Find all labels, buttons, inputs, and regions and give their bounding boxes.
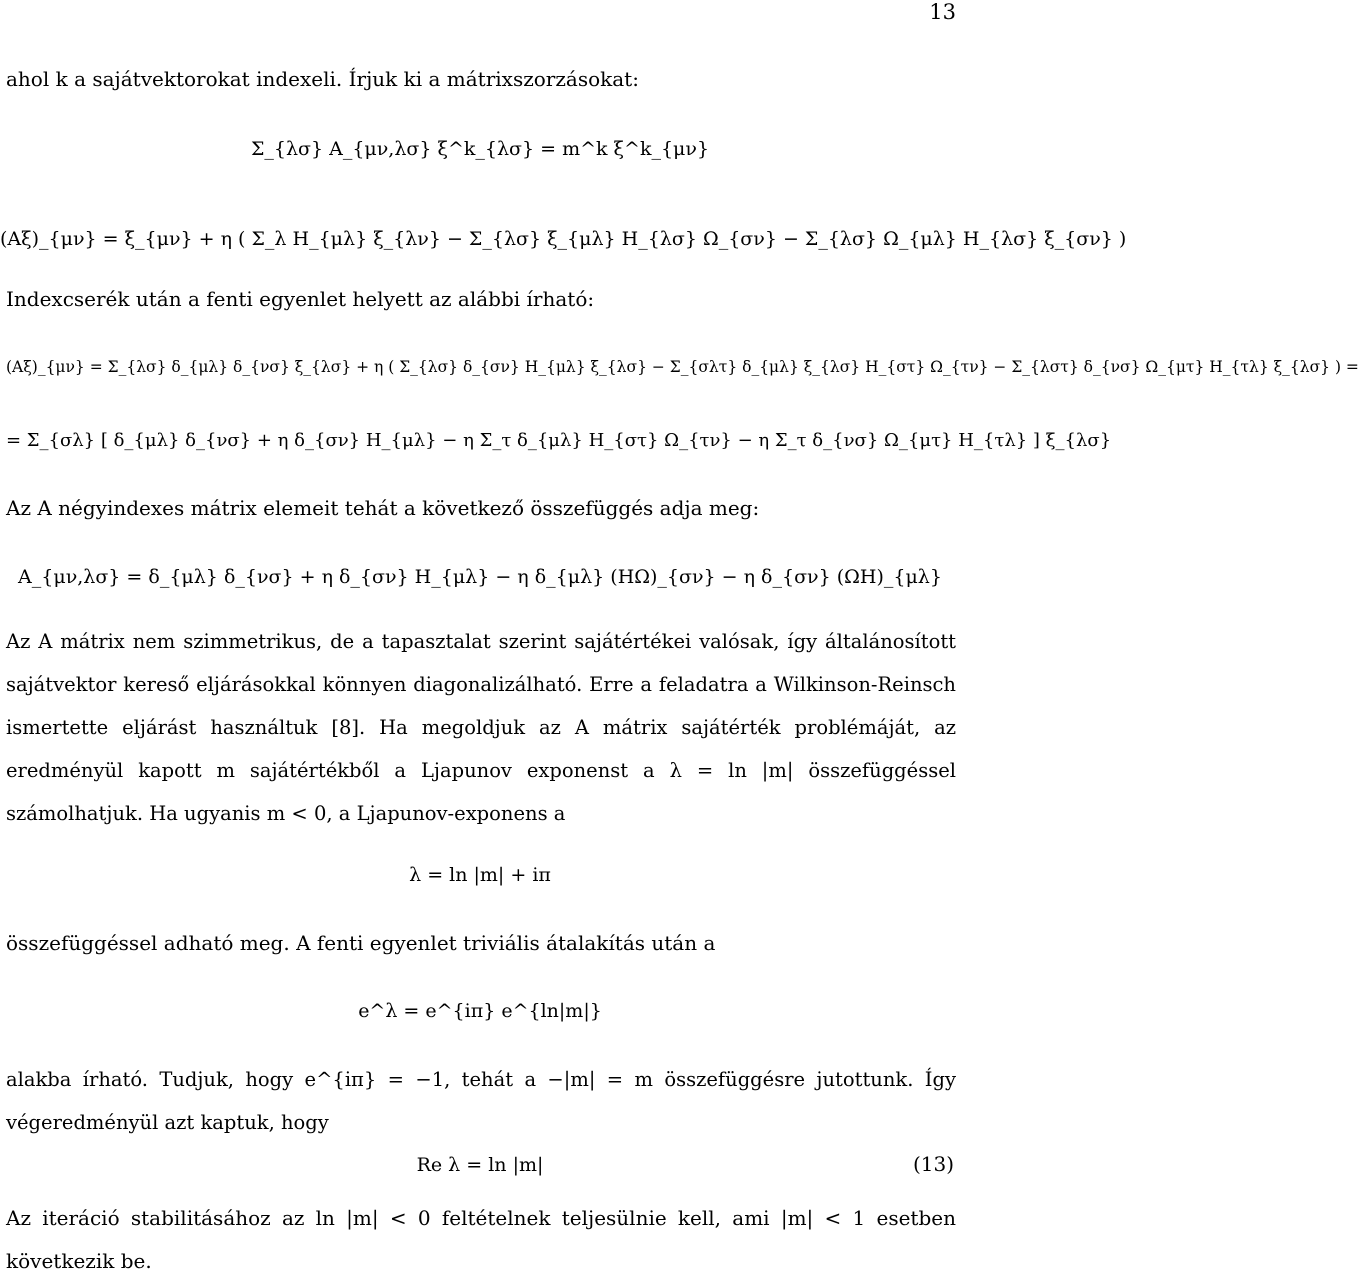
paragraph: összefüggéssel adható meg. A fenti egyenlet triviális átalakítás után a	[6, 931, 716, 955]
paragraph: ahol k a sajátvektorokat indexeli. Írjuk ki a mátrixszorzásokat:	[6, 67, 639, 91]
paragraph: Az A négyindexes mátrix elemeit tehát a következő összefüggés adja meg:	[6, 496, 760, 520]
equation: A_{μν,λσ} = δ_{μλ} δ_{νσ} + η δ_{σν} H_{μλ} − η δ_{μλ} (HΩ)_{σν} − η δ_{σν} (ΩH)_{μλ}	[18, 566, 942, 588]
equation: e^λ = e^{iπ} e^{ln|m|}	[358, 1000, 602, 1022]
equation: (Aξ)_{μν} = Σ_{λσ} δ_{μλ} δ_{νσ} ξ_{λσ} + η ( Σ_{λσ} δ_{σν} H_{μλ} ξ_{λσ} − Σ_{σλτ} δ_{μλ} ξ_{λσ} H_{στ} Ω_{τν} − Σ_{λστ} δ_{νσ} Ω_{μτ} H_{τλ} ξ_{λσ} ) =	[6, 358, 1359, 376]
paragraph: Az A mátrix nem szimmetrikus, de a tapasztalat szerint sajátértékei valósak, így általánosított sajátvektor kereső eljárásokkal könnyen diagonalizálható. Erre a feladatra a Wilkinson-Reinsch ismertette eljárást használtuk [8]. Ha megoldjuk az A mátrix sajátérték problémáját, az eredményül kapott m sajátértékből a Ljapunov exponenst a λ = ln |m| összefüggéssel számolhatjuk. Ha ugyanis m < 0, a Ljapunov-exponens a	[6, 630, 956, 825]
paragraph: Indexcserék után a fenti egyenlet helyett az alábbi írható:	[6, 287, 595, 311]
paragraph: alakba írható. Tudjuk, hogy e^{iπ} = −1, tehát a −|m| = m összefüggésre jutottunk. Így végeredményül azt kaptuk, hogy	[6, 1068, 956, 1134]
equation-number: (13)	[912, 1152, 954, 1176]
paragraph: Az iteráció stabilitásához az ln |m| < 0 feltételnek teljesülnie kell, ami |m| < 1 esetben következik be.	[6, 1206, 956, 1273]
equation: Σ_{λσ} A_{μν,λσ} ξ^k_{λσ} = m^k ξ^k_{μν}	[250, 138, 710, 160]
equation: = Σ_{σλ} [ δ_{μλ} δ_{νσ} + η δ_{σν} H_{μλ} − η Σ_τ δ_{μλ} H_{στ} Ω_{τν} − η Σ_τ δ_{νσ} Ω_{μτ} H_{τλ} ] ξ_{λσ}	[6, 430, 1112, 451]
equation: Re λ = ln |m|	[416, 1154, 544, 1176]
equation: λ = ln |m| + iπ	[409, 864, 551, 886]
page-number: 13	[929, 0, 956, 24]
equation: (Aξ)_{μν} = ξ_{μν} + η ( Σ_λ H_{μλ} ξ_{λν} − Σ_{λσ} ξ_{μλ} H_{λσ} Ω_{σν} − Σ_{λσ} Ω_{μλ} H_{λσ} ξ_{σν} )	[0, 228, 1127, 250]
